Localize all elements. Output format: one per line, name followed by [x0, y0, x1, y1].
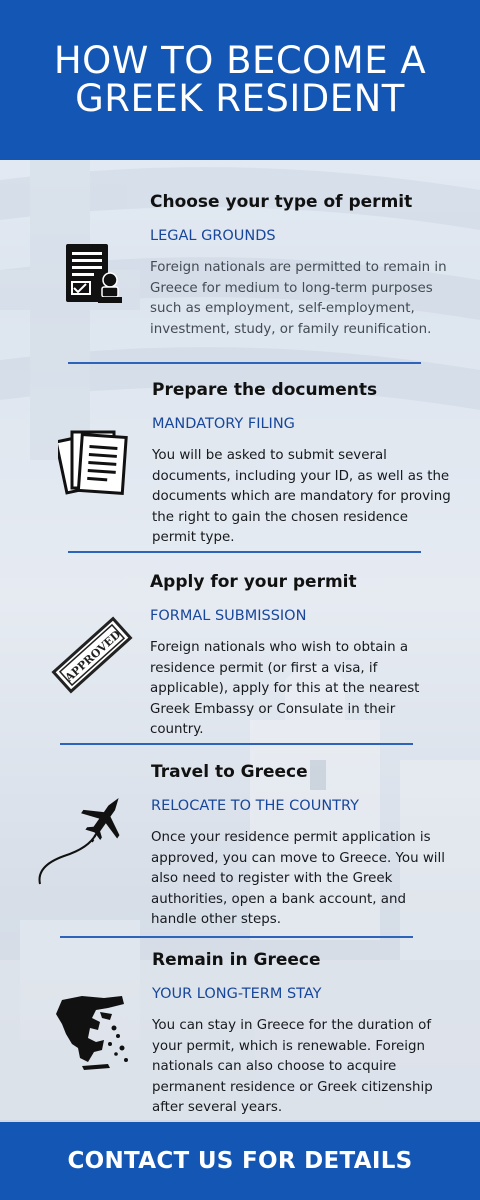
- step-description: Foreign nationals are permitted to remain in Greece for medium to long-term purposes such as employment, self-employment, investment, study, or family reunification.: [150, 260, 447, 337]
- step-subtitle: FORMAL SUBMISSION: [150, 608, 307, 624]
- section-divider: [60, 936, 413, 938]
- step-subtitle: YOUR LONG-TERM STAY: [152, 986, 322, 1002]
- step-subtitle: RELOCATE TO THE COUNTRY: [151, 798, 360, 814]
- step-subtitle: LEGAL GROUNDS: [150, 228, 276, 244]
- page-title: HOW TO BECOME A GREEK RESIDENT: [53, 39, 427, 120]
- step-description: Once your residence permit application is approved, you can move to Greece. You will also need to register with the Greek authorities, open a bank account, and handle other steps.: [151, 830, 445, 928]
- step-description: Foreign nationals who wish to obtain a residence permit (or first a visa, if applicable), apply for this at the nearest Greek Embassy or Consulate in their country.: [150, 640, 420, 738]
- section-divider: [60, 743, 413, 745]
- step-subtitle: MANDATORY FILING: [152, 416, 295, 432]
- step-title: Choose your type of permit: [150, 192, 413, 212]
- stamp-label: APPROVED: [62, 627, 124, 685]
- document-certificate-icon: [64, 242, 124, 308]
- approved-stamp-icon: [46, 612, 138, 698]
- greece-map-icon: [52, 992, 134, 1074]
- contact-footer[interactable]: [0, 1122, 480, 1200]
- step-description: You can stay in Greece for the duration of your permit, which is renewable. Foreign nationals can also choose to acquire permanent residence or Greek citizenship after several years.: [152, 1018, 433, 1116]
- step-title: Prepare the documents: [152, 380, 378, 400]
- section-divider: [68, 551, 421, 553]
- documents-stack-icon: [58, 428, 130, 498]
- section-divider: [68, 362, 421, 364]
- step-title: Remain in Greece: [152, 950, 321, 970]
- step-title: Apply for your permit: [150, 572, 357, 592]
- airplane-icon: [34, 796, 134, 892]
- page-header: [0, 0, 480, 160]
- step-description: You will be asked to submit several documents, including your ID, as well as the documents which are mandatory for proving the right to gain the chosen residence permit type.: [152, 448, 451, 546]
- step-title: Travel to Greece: [151, 762, 308, 782]
- contact-cta[interactable]: CONTACT US FOR DETAILS: [67, 1148, 413, 1174]
